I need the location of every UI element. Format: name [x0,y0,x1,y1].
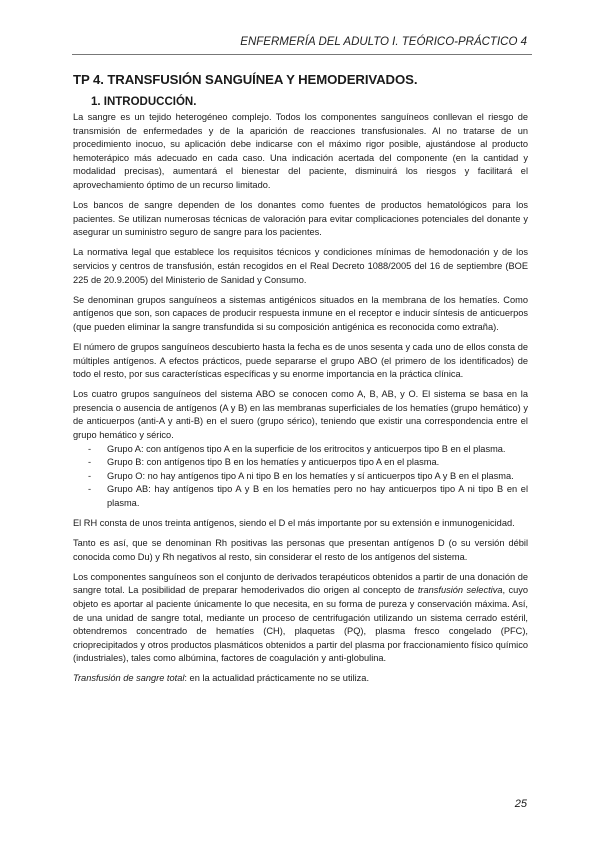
list-item [73,483,528,510]
header-divider [72,54,532,55]
paragraph-blood-groups-definition: Se denominan grupos sanguíneos a sistemas antigénicos situados en la membrana de los hematíes. Como antígenos que son, son capaces de producir respuesta inmune en el receptor e inducir síntesis de anticuerpos (que pueden eliminar la sangre transfundida si su composición antigénica es reconocida como extraña). [73,294,528,332]
chapter-title: TP 4. TRANSFUSIÓN SANGUÍNEA Y HEMODERIVADOS. [73,72,418,87]
list-bullet: - [88,443,92,454]
page-number: 25 [514,798,527,810]
emphasis-term: transfusión selectiva [417,585,503,596]
list-bullet: - [88,470,92,481]
emphasis-term: Transfusión de sangre total [73,673,185,684]
list-item [73,443,528,457]
paragraph-blood-components [73,571,528,666]
paragraph-text: , cuyo objeto es aportar al paciente únicamente lo que necesita, en su forma de pureza y conservación máxima. Así, de una unidad de sangre total, mediante un proceso de centrifugación utilizando un sistema cerrado estéril, obtendremos concentrado de hematíes (CH), plaquetas (PQ), plasma fresco congelado (PFC), crioprecipitados y otros productos plasmáticos obtenidos a partir del plasma por fraccionamiento físico químico (industriales), tales como albúmina, factores de coagulación y anti-globulina. [73,585,529,664]
paragraph-abo-system: Los cuatro grupos sanguíneos del sistema ABO se conocen como A, B, AB, y O. El sistema se basa en la presencia o ausencia de antígenos (A y B) en las membranas superficiales de los hematíes (grupo hemático) y de anticuerpos (anti-A y anti-B) en el suero (grupo sérico), teniendo que existir una correspondencia entre el grupo hemático y sérico. [73,389,528,440]
paragraph-rh-system: El RH consta de unos treinta antígenos, siendo el D el más importante por su extensión e inmunogenicidad. [73,518,515,529]
paragraph-text: : en la actualidad prácticamente no se utiliza. [184,673,370,684]
paragraph-legal-framework: La normativa legal que establece los requisitos técnicos y condiciones mínimas de hemodonación y de los servicios y centros de transfusión, están recogidos en el Real Decreto 1088/2005 del 16 de septiembre (BOE 225 de 20.9.2005) del Ministerio de Sanidad y Consumo. [73,247,528,285]
list-item [73,470,528,484]
paragraph-number-of-groups: El número de grupos sanguíneos descubierto hasta la fecha es de unos sesenta y cada uno de ellos consta de múltiples antígenos. A efectos prácticos, puede separarse el grupo ABO (el primero de los identificados) de todo el resto, por sus características específicas y su enorme importancia en la práctica clínica. [73,341,528,380]
body-content [73,111,528,693]
paragraph-rh-positive-negative: Tanto es así, que se denominan Rh positivas las personas que presentan antígenos D (o su versión débil conocida como Du) y Rh negativos al resto, sin considerar el resto de los antígenos del sistema. [73,538,528,562]
list-bullet: - [88,457,92,468]
paragraph-blood-banks: Los bancos de sangre dependen de los donantes como fuentes de productos hematológicos para los pacientes. Se utilizan numerosas técnicas de valoración para evitar complicaciones potenciales del donante y asegurar un suministro seguro de sangre para los pacientes. [73,200,528,238]
list-item-text: Grupo A: con antígenos tipo A en la superficie de los eritrocitos y anticuerpos tipo B en el plasma. [107,443,506,454]
paragraph-intro: La sangre es un tejido heterogéneo complejo. Todos los componentes sanguíneos conllevan el riesgo de transmisión de enfermedades y de la aparición de reacciones transfusionales. Al no tratarse de un procedimiento inocuo, su aplicación debe indicarse con el máximo rigor posible, ajustándose al producto hemoterápico más adecuado en cada caso. Una indicación acertada del componente (en la cantidad y modalidad precisas), aumentará el bienestar del paciente, disminuirá los riesgos y facilitará el aprovechamiento óptimo de un recurso limitado. [73,112,528,190]
running-header: ENFERMERÍA DEL ADULTO I. TEÓRICO-PRÁCTICO 4 [240,36,527,48]
list-item-text: Grupo AB: hay antígenos tipo A y B en los hematíes pero no hay anticuerpos tipo A ni tipo B en el plasma. [107,484,528,508]
list-item-text: Grupo B: con antígenos tipo B en los hematíes y anticuerpos tipo A en el plasma. [107,457,440,468]
paragraph-text: Los componentes sanguíneos son el conjunto de derivados terapéuticos obtenidos a partir de una donación de sangre total. La posibilidad de preparar hemoderivados dio origen al concepto de [73,571,528,596]
list-item [73,456,528,470]
paragraph-whole-blood [73,672,528,686]
list-bullet: - [88,484,92,495]
abo-group-list [73,443,528,511]
list-item-text: Grupo O: no hay antígenos tipo A ni tipo B en los hematíes y sí anticuerpos tipo A y B en el plasma. [107,470,514,481]
section-title: 1. INTRODUCCIÓN. [91,96,197,108]
